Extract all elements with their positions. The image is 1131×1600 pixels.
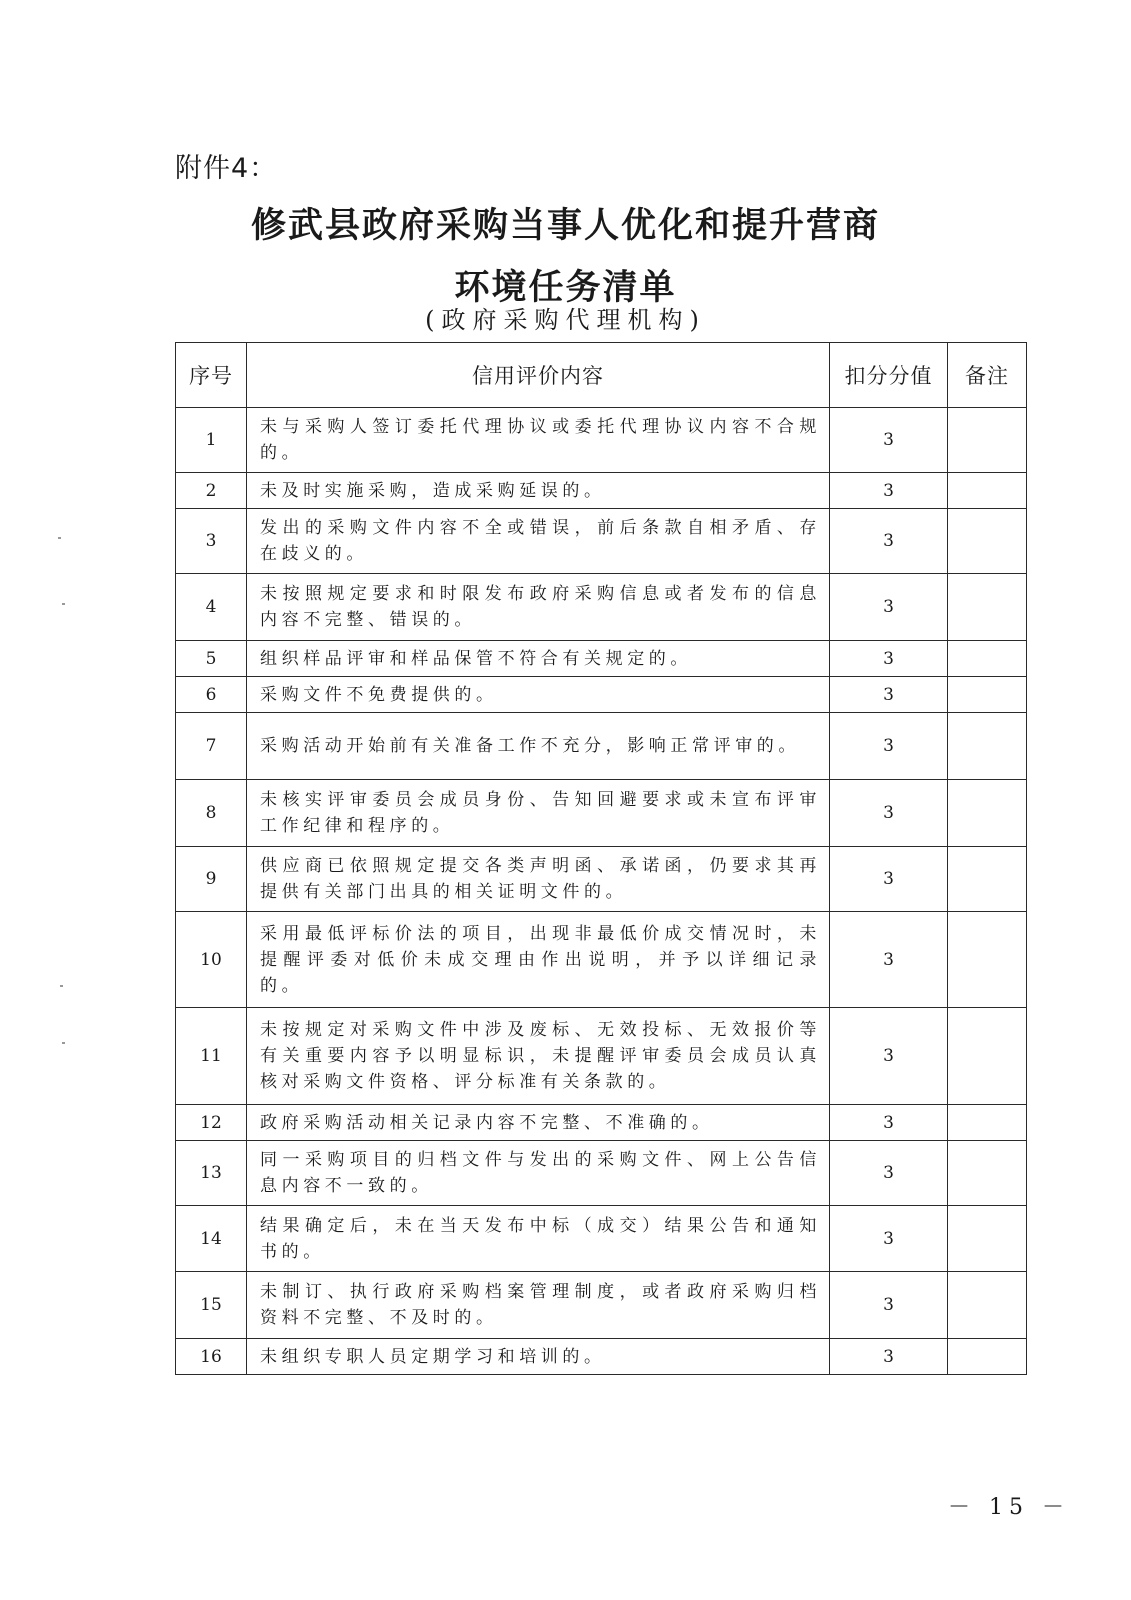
task-list-table <box>175 342 1027 1375</box>
row-score: 3 <box>830 641 948 677</box>
row-note <box>948 677 1027 713</box>
row-score: 3 <box>830 912 948 1008</box>
row-note <box>948 1008 1027 1105</box>
row-number: 12 <box>176 1105 247 1141</box>
table-row <box>176 408 1027 473</box>
row-score: 3 <box>830 509 948 574</box>
row-score: 3 <box>830 1339 948 1375</box>
table-row <box>176 1339 1027 1375</box>
table-row <box>176 912 1027 1008</box>
row-content: 发出的采购文件内容不全或错误，前后条款自相矛盾、存在歧义的。 <box>247 509 830 574</box>
row-content: 采购文件不免费提供的。 <box>247 677 830 713</box>
table-row <box>176 1008 1027 1105</box>
table-row <box>176 1141 1027 1206</box>
scan-speck <box>62 1042 65 1044</box>
table-row <box>176 713 1027 780</box>
row-content: 未制订、执行政府采购档案管理制度，或者政府采购归档资料不完整、不及时的。 <box>247 1272 830 1339</box>
row-content: 组织样品评审和样品保管不符合有关规定的。 <box>247 641 830 677</box>
column-header-note: 备注 <box>948 343 1027 408</box>
row-number: 11 <box>176 1008 247 1105</box>
row-content: 未核实评审委员会成员身份、告知回避要求或未宣布评审工作纪律和程序的。 <box>247 780 830 847</box>
row-content: 未及时实施采购，造成采购延误的。 <box>247 473 830 509</box>
column-header-score: 扣分分值 <box>830 343 948 408</box>
table-row <box>176 677 1027 713</box>
table-header-row <box>176 343 1027 408</box>
row-number: 1 <box>176 408 247 473</box>
row-note <box>948 1141 1027 1206</box>
row-note <box>948 1206 1027 1272</box>
row-content: 未按规定对采购文件中涉及废标、无效投标、无效报价等有关重要内容予以明显标识，未提醒评审委员会成员认真核对采购文件资格、评分标准有关条款的。 <box>247 1008 830 1105</box>
row-score: 3 <box>830 1008 948 1105</box>
row-score: 3 <box>830 1272 948 1339</box>
row-number: 4 <box>176 574 247 641</box>
row-number: 16 <box>176 1339 247 1375</box>
row-note <box>948 574 1027 641</box>
table-row <box>176 574 1027 641</box>
row-score: 3 <box>830 677 948 713</box>
table-row <box>176 847 1027 912</box>
column-header-no: 序号 <box>176 343 247 408</box>
row-number: 15 <box>176 1272 247 1339</box>
row-note <box>948 847 1027 912</box>
row-number: 13 <box>176 1141 247 1206</box>
row-score: 3 <box>830 713 948 780</box>
table-row <box>176 1206 1027 1272</box>
row-note <box>948 509 1027 574</box>
row-content: 采购活动开始前有关准备工作不充分，影响正常评审的。 <box>247 713 830 780</box>
row-score: 3 <box>830 1105 948 1141</box>
row-note <box>948 912 1027 1008</box>
page-number: － 15 － <box>948 1495 1070 1520</box>
row-note <box>948 1105 1027 1141</box>
scan-speck <box>60 985 63 987</box>
scan-speck <box>58 537 61 539</box>
row-number: 9 <box>176 847 247 912</box>
row-score: 3 <box>830 847 948 912</box>
row-note <box>948 473 1027 509</box>
row-score: 3 <box>830 574 948 641</box>
row-content: 政府采购活动相关记录内容不完整、不准确的。 <box>247 1105 830 1141</box>
row-note <box>948 408 1027 473</box>
row-content: 同一采购项目的归档文件与发出的采购文件、网上公告信息内容不一致的。 <box>247 1141 830 1206</box>
row-number: 7 <box>176 713 247 780</box>
row-note <box>948 1339 1027 1375</box>
table-row <box>176 641 1027 677</box>
row-note <box>948 641 1027 677</box>
row-score: 3 <box>830 780 948 847</box>
row-content: 采用最低评标价法的项目，出现非最低价成交情况时，未提醒评委对低价未成交理由作出说明，并予以详细记录的。 <box>247 912 830 1008</box>
row-note <box>948 780 1027 847</box>
row-score: 3 <box>830 1206 948 1272</box>
scan-speck <box>62 603 65 605</box>
table-row <box>176 1105 1027 1141</box>
document-subtitle: (政府采购代理机构) <box>425 306 706 334</box>
row-content: 供应商已依照规定提交各类声明函、承诺函，仍要求其再提供有关部门出具的相关证明文件的。 <box>247 847 830 912</box>
row-content: 未组织专职人员定期学习和培训的。 <box>247 1339 830 1375</box>
row-score: 3 <box>830 1141 948 1206</box>
row-content: 未与采购人签订委托代理协议或委托代理协议内容不合规的。 <box>247 408 830 473</box>
row-note <box>948 713 1027 780</box>
column-header-content: 信用评价内容 <box>247 343 830 408</box>
attachment-label: 附件4： <box>175 153 278 184</box>
row-content: 结果确定后，未在当天发布中标（成交）结果公告和通知书的。 <box>247 1206 830 1272</box>
row-note <box>948 1272 1027 1339</box>
row-number: 6 <box>176 677 247 713</box>
table-row <box>176 473 1027 509</box>
table-row <box>176 509 1027 574</box>
row-number: 5 <box>176 641 247 677</box>
row-number: 14 <box>176 1206 247 1272</box>
row-number: 8 <box>176 780 247 847</box>
document-title-line1: 修武县政府采购当事人优化和提升营商 <box>250 206 880 246</box>
row-number: 3 <box>176 509 247 574</box>
row-score: 3 <box>830 473 948 509</box>
row-score: 3 <box>830 408 948 473</box>
table-row <box>176 780 1027 847</box>
row-content: 未按照规定要求和时限发布政府采购信息或者发布的信息内容不完整、错误的。 <box>247 574 830 641</box>
document-title-line2: 环境任务清单 <box>454 268 677 308</box>
row-number: 2 <box>176 473 247 509</box>
table-row <box>176 1272 1027 1339</box>
row-number: 10 <box>176 912 247 1008</box>
